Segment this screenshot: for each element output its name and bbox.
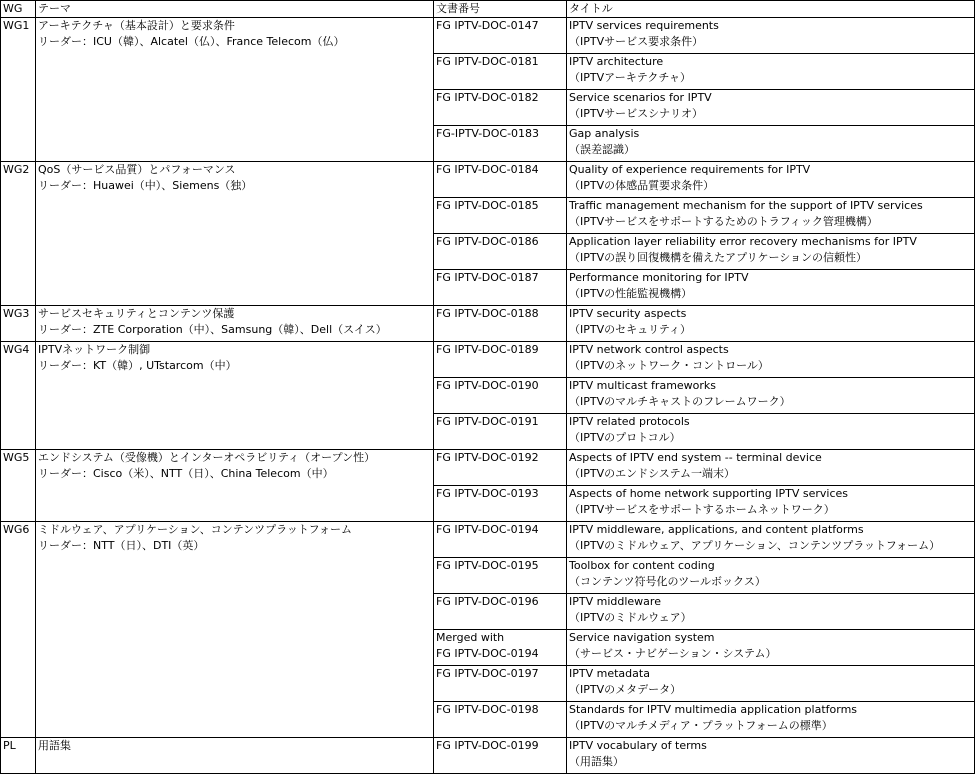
doc-number-cell bbox=[434, 198, 567, 234]
title-cell bbox=[567, 666, 975, 702]
doc-number-text: FG IPTV-DOC-0186 bbox=[436, 235, 539, 248]
doc-number-text: FG IPTV-DOC-0193 bbox=[436, 487, 539, 500]
title-cell bbox=[567, 162, 975, 198]
table-row bbox=[1, 162, 975, 198]
table-row bbox=[1, 450, 975, 486]
leader-text: リーダー：ZTE Corporation（中）、Samsung（韓）、Dell（スイス） bbox=[38, 323, 387, 336]
header-row bbox=[1, 1, 975, 18]
doc-number-text: FG IPTV-DOC-0187 bbox=[436, 271, 539, 284]
theme-cell bbox=[36, 18, 434, 162]
title-en: Performance monitoring for IPTV bbox=[569, 271, 749, 284]
title-en: IPTV security aspects bbox=[569, 307, 687, 320]
title-ja: （IPTVのネットワーク・コントロール） bbox=[569, 359, 769, 372]
title-ja: （IPTVのマルチメディア・プラットフォームの標準） bbox=[569, 719, 833, 732]
doc-number-text: FG IPTV-DOC-0199 bbox=[436, 739, 539, 752]
theme-text: 用語集 bbox=[38, 739, 71, 752]
title-en: Quality of experience requirements for IPTV bbox=[569, 163, 811, 176]
title-cell bbox=[567, 90, 975, 126]
theme-text: ミドルウェア、アプリケーション、コンテンツプラットフォーム bbox=[38, 523, 353, 536]
title-en: IPTV vocabulary of terms bbox=[569, 739, 707, 752]
title-ja: （IPTVサービス要求条件） bbox=[569, 35, 704, 48]
theme-cell bbox=[36, 306, 434, 342]
title-ja: （誤差認識） bbox=[569, 143, 635, 156]
title-cell bbox=[567, 594, 975, 630]
title-cell bbox=[567, 738, 975, 774]
doc-number-text: FG IPTV-DOC-0198 bbox=[436, 703, 539, 716]
doc-number-cell bbox=[434, 378, 567, 414]
doc-number-cell bbox=[434, 414, 567, 450]
title-ja: （IPTVのマルチキャストのフレームワーク） bbox=[569, 395, 791, 408]
leader-text: リーダー：NTT（日）、DTI（英） bbox=[38, 539, 205, 552]
title-cell bbox=[567, 486, 975, 522]
title-ja: （IPTVのメタデータ） bbox=[569, 683, 682, 696]
title-en: Application layer reliability error recovery mechanisms for IPTV bbox=[569, 235, 917, 248]
title-cell bbox=[567, 342, 975, 378]
table-row bbox=[1, 738, 975, 774]
doc-number-cell bbox=[434, 90, 567, 126]
theme-cell bbox=[36, 450, 434, 522]
title-ja: （IPTVサービスをサポートするためのトラフィック管理機構） bbox=[569, 215, 878, 228]
doc-number-cell bbox=[434, 702, 567, 738]
title-ja: （IPTVのミドルウェア） bbox=[569, 611, 692, 624]
table-row bbox=[1, 522, 975, 558]
doc-number-cell bbox=[434, 54, 567, 90]
title-ja: （IPTVのエンドシステム一端末） bbox=[569, 467, 736, 480]
title-cell bbox=[567, 378, 975, 414]
doc-number-cell bbox=[434, 558, 567, 594]
title-en: IPTV metadata bbox=[569, 667, 650, 680]
title-en: IPTV related protocols bbox=[569, 415, 690, 428]
doc-number-text: FG IPTV-DOC-0185 bbox=[436, 199, 539, 212]
title-ja: （IPTVのプロトコル） bbox=[569, 431, 681, 444]
doc-number-cell bbox=[434, 522, 567, 558]
theme-cell bbox=[36, 342, 434, 450]
title-cell bbox=[567, 702, 975, 738]
title-en: Gap analysis bbox=[569, 127, 640, 140]
doc-number-text: FG IPTV-DOC-0196 bbox=[436, 595, 539, 608]
wg-cell: WG1 bbox=[1, 18, 36, 162]
title-ja: （コンテンツ符号化のツールボックス） bbox=[569, 575, 766, 588]
doc-number-cell bbox=[434, 450, 567, 486]
title-en: IPTV architecture bbox=[569, 55, 664, 68]
doc-number-cell bbox=[434, 342, 567, 378]
wg-cell: WG2 bbox=[1, 162, 36, 306]
doc-number-text: FG IPTV-DOC-0197 bbox=[436, 667, 539, 680]
leader-text: リーダー：KT（韓）, UTstarcom（中） bbox=[38, 359, 237, 372]
doc-number-cell bbox=[434, 486, 567, 522]
doc-number-text: FG IPTV-DOC-0194 bbox=[436, 523, 539, 536]
title-en: IPTV middleware bbox=[569, 595, 661, 608]
header-wg: WG bbox=[1, 1, 36, 18]
doc-number-cell bbox=[434, 270, 567, 306]
doc-number-cell bbox=[434, 630, 567, 666]
title-en: IPTV multicast frameworks bbox=[569, 379, 717, 392]
doc-number-text: FG IPTV-DOC-0181 bbox=[436, 55, 539, 68]
theme-text: エンドシステム（受像機）とインターオペラビリティ（オープン性） bbox=[38, 451, 376, 464]
title-ja: （IPTVアーキテクチャ） bbox=[569, 71, 692, 84]
wg-cell: PL bbox=[1, 738, 36, 774]
doc-number-text: FG IPTV-DOC-0189 bbox=[436, 343, 539, 356]
title-ja: （IPTVの誤り回復機構を備えたアプリケーションの信頼性） bbox=[569, 251, 868, 264]
title-en: Service scenarios for IPTV bbox=[569, 91, 712, 104]
title-ja: （サービス・ナビゲーション・システム） bbox=[569, 647, 777, 660]
doc-number-cell bbox=[434, 594, 567, 630]
title-cell bbox=[567, 126, 975, 162]
doc-number-text: FG IPTV-DOC-0195 bbox=[436, 559, 539, 572]
title-cell bbox=[567, 18, 975, 54]
title-cell bbox=[567, 630, 975, 666]
doc-number-cell bbox=[434, 738, 567, 774]
table-row bbox=[1, 306, 975, 342]
doc-number-text: FG IPTV-DOC-0190 bbox=[436, 379, 539, 392]
title-cell bbox=[567, 54, 975, 90]
title-ja: （IPTVの性能監視機構） bbox=[569, 287, 693, 300]
wg-cell: WG5 bbox=[1, 450, 36, 522]
leader-text: リーダー：Cisco（米）、NTT（日）、China Telecom（中） bbox=[38, 467, 334, 480]
theme-cell bbox=[36, 162, 434, 306]
doc-number-text: Merged with bbox=[436, 631, 505, 644]
title-cell bbox=[567, 450, 975, 486]
doc-number-cell bbox=[434, 126, 567, 162]
theme-cell bbox=[36, 522, 434, 738]
doc-number-text: FG IPTV-DOC-0191 bbox=[436, 415, 539, 428]
doc-number-text: FG IPTV-DOC-0188 bbox=[436, 307, 539, 320]
title-ja: （IPTVサービスをサポートするホームネットワーク） bbox=[569, 503, 835, 516]
header-theme: テーマ bbox=[36, 1, 434, 18]
theme-text: サービスセキュリティとコンテンツ保護 bbox=[38, 307, 235, 320]
title-cell bbox=[567, 414, 975, 450]
title-cell bbox=[567, 198, 975, 234]
title-cell bbox=[567, 270, 975, 306]
theme-cell bbox=[36, 738, 434, 774]
wg-cell: WG6 bbox=[1, 522, 36, 738]
doc-number-text: FG IPTV-DOC-0192 bbox=[436, 451, 539, 464]
doc-number-text: FG IPTV-DOC-0184 bbox=[436, 163, 539, 176]
wg-cell: WG4 bbox=[1, 342, 36, 450]
doc-number-cell bbox=[434, 162, 567, 198]
title-en: Traffic management mechanism for the support of IPTV services bbox=[569, 199, 923, 212]
header-title: タイトル bbox=[567, 1, 975, 18]
title-en: Standards for IPTV multimedia application platforms bbox=[569, 703, 858, 716]
title-ja: （IPTVのセキュリティ） bbox=[569, 323, 692, 336]
header-doc-number: 文書番号 bbox=[434, 1, 567, 18]
title-ja: （IPTVのミドルウェア、アプリケーション、コンテンツプラットフォーム） bbox=[569, 539, 941, 552]
title-en: IPTV services requirements bbox=[569, 19, 719, 32]
doc-number-text: FG-IPTV-DOC-0183 bbox=[436, 127, 540, 140]
doc-number-cell bbox=[434, 306, 567, 342]
title-en: IPTV network control aspects bbox=[569, 343, 729, 356]
title-cell bbox=[567, 306, 975, 342]
leader-text: リーダー：Huawei（中）、Siemens（独） bbox=[38, 179, 253, 192]
table-row bbox=[1, 18, 975, 54]
doc-number-cell bbox=[434, 234, 567, 270]
doc-number-cell bbox=[434, 18, 567, 54]
title-en: Aspects of IPTV end system -- terminal device bbox=[569, 451, 822, 464]
title-en: IPTV middleware, applications, and content platforms bbox=[569, 523, 864, 536]
title-en: Aspects of home network supporting IPTV services bbox=[569, 487, 849, 500]
theme-text: QoS（サービス品質）とパフォーマンス bbox=[38, 163, 236, 176]
leader-text: リーダー：ICU（韓）、Alcatel（仏）、France Telecom（仏） bbox=[38, 35, 345, 48]
wg-cell: WG3 bbox=[1, 306, 36, 342]
title-ja: （用語集） bbox=[569, 755, 624, 768]
theme-text: IPTVネットワーク制御 bbox=[38, 343, 151, 356]
title-cell bbox=[567, 234, 975, 270]
title-ja: （IPTVの体感品質要求条件） bbox=[569, 179, 715, 192]
title-ja: （IPTVサービスシナリオ） bbox=[569, 107, 704, 120]
doc-number-cell bbox=[434, 666, 567, 702]
theme-text: アーキテクチャ（基本設計）と要求条件 bbox=[38, 19, 235, 32]
title-cell bbox=[567, 522, 975, 558]
doc-number-text: FG IPTV-DOC-0182 bbox=[436, 91, 539, 104]
table-body bbox=[1, 18, 975, 774]
doc-number-text: FG IPTV-DOC-0147 bbox=[436, 19, 539, 32]
title-en: Toolbox for content coding bbox=[569, 559, 715, 572]
table-row bbox=[1, 342, 975, 378]
doc-number-text: FG IPTV-DOC-0194 bbox=[436, 647, 539, 660]
title-cell bbox=[567, 558, 975, 594]
title-en: Service navigation system bbox=[569, 631, 715, 644]
